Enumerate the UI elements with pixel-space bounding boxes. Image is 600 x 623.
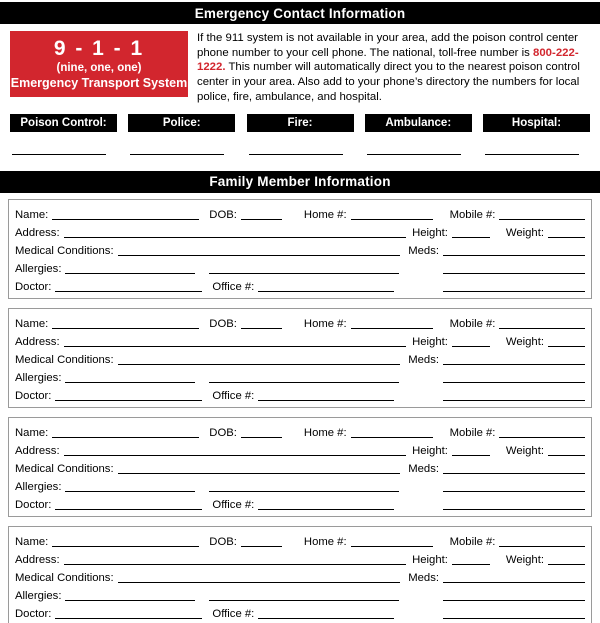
emergency-header-bar — [0, 2, 600, 24]
doctor-row — [15, 603, 585, 621]
weight-line — [548, 445, 585, 456]
emergency-contacts-row — [10, 114, 590, 155]
medical-conditions-line — [118, 463, 401, 474]
address-line — [64, 227, 407, 238]
name-label: Name: — [15, 317, 49, 330]
home-number-label: Home #: — [303, 535, 347, 548]
dob-line — [241, 318, 282, 329]
call-number-phonetic: (nine, one, one) — [56, 62, 142, 74]
medical-conditions-label: Medical Conditions: — [15, 353, 114, 366]
mobile-number-label: Mobile #: — [449, 208, 496, 221]
dob-line — [241, 427, 282, 438]
allergies-line-2 — [209, 372, 399, 383]
meds-line — [443, 463, 585, 474]
family-member-block — [8, 199, 592, 299]
call-box-caption: Emergency Transport System — [10, 76, 188, 90]
address-row — [15, 222, 585, 240]
home-number-line — [351, 209, 433, 220]
doctor-label: Doctor: — [15, 498, 52, 511]
medical-conditions-line — [118, 572, 401, 583]
medical-conditions-line — [118, 245, 401, 256]
home-number-line — [351, 427, 433, 438]
office-number-line — [258, 608, 394, 619]
poison-control-line — [12, 154, 106, 155]
mobile-number-line — [499, 536, 585, 547]
medical-row — [15, 458, 585, 476]
family-member-block — [8, 308, 592, 408]
address-label: Address: — [15, 335, 60, 348]
address-row — [15, 331, 585, 349]
office-number-label: Office #: — [212, 280, 255, 293]
office-number-line — [258, 390, 394, 401]
weight-line — [548, 554, 585, 565]
height-label: Height: — [412, 444, 448, 457]
meds-line-3 — [443, 390, 585, 401]
meds-line-2 — [443, 372, 585, 383]
office-number-line — [258, 499, 394, 510]
weight-label: Weight: — [505, 553, 544, 566]
weight-line — [548, 336, 585, 347]
allergies-row — [15, 585, 585, 603]
contact-police — [128, 114, 235, 155]
doctor-label: Doctor: — [15, 280, 52, 293]
contact-fire — [247, 114, 354, 155]
height-label: Height: — [412, 553, 448, 566]
allergies-line — [65, 263, 195, 274]
name-line — [52, 536, 199, 547]
meds-label: Meds: — [408, 462, 439, 475]
allergies-line-2 — [209, 263, 399, 274]
doctor-label: Doctor: — [15, 389, 52, 402]
dob-label: DOB: — [209, 535, 237, 548]
name-row — [15, 531, 585, 549]
dob-label: DOB: — [209, 426, 237, 439]
address-label: Address: — [15, 553, 60, 566]
name-row — [15, 204, 585, 222]
height-line — [452, 227, 490, 238]
height-line — [452, 336, 490, 347]
ambulance-line — [367, 154, 461, 155]
mobile-number-line — [499, 318, 585, 329]
family-member-block — [8, 526, 592, 623]
allergies-line-2 — [209, 481, 399, 492]
meds-line — [443, 245, 585, 256]
weight-label: Weight: — [505, 335, 544, 348]
family-header-title: Family Member Information — [209, 174, 391, 190]
poison-control-phone-number: 800-222-1222. — [197, 46, 579, 74]
home-number-label: Home #: — [303, 208, 347, 221]
medical-conditions-label: Medical Conditions: — [15, 571, 114, 584]
allergies-label: Allergies: — [15, 262, 62, 275]
instructions-text-before: If the 911 system is not available in your area, add the poison control center phone number to your cell phone. The national, toll-free number is — [197, 32, 578, 59]
allergies-label: Allergies: — [15, 371, 62, 384]
nine-one-one-box — [10, 31, 188, 97]
police-label: Police: — [128, 114, 235, 132]
family-member-block — [8, 417, 592, 517]
meds-line — [443, 354, 585, 365]
meds-line-3 — [443, 281, 585, 292]
doctor-row — [15, 494, 585, 512]
height-line — [452, 554, 490, 565]
meds-line-3 — [443, 608, 585, 619]
allergies-label: Allergies: — [15, 589, 62, 602]
weight-line — [548, 227, 585, 238]
doctor-line — [55, 499, 202, 510]
top-section — [10, 31, 590, 105]
dob-line — [241, 209, 282, 220]
allergies-row — [15, 258, 585, 276]
name-line — [52, 427, 199, 438]
family-member-blocks — [8, 199, 592, 623]
address-row — [15, 440, 585, 458]
name-row — [15, 422, 585, 440]
doctor-row — [15, 276, 585, 294]
address-label: Address: — [15, 444, 60, 457]
mobile-number-label: Mobile #: — [449, 535, 496, 548]
mobile-number-label: Mobile #: — [449, 317, 496, 330]
allergies-line — [65, 590, 195, 601]
mobile-number-label: Mobile #: — [449, 426, 496, 439]
meds-line-2 — [443, 590, 585, 601]
home-number-line — [351, 318, 433, 329]
call-number: 9 - 1 - 1 — [53, 37, 145, 60]
medical-conditions-label: Medical Conditions: — [15, 244, 114, 257]
allergies-row — [15, 367, 585, 385]
address-label: Address: — [15, 226, 60, 239]
meds-line — [443, 572, 585, 583]
office-number-label: Office #: — [212, 498, 255, 511]
family-header-bar — [0, 171, 600, 193]
allergies-line — [65, 481, 195, 492]
hospital-label: Hospital: — [483, 114, 590, 132]
home-number-label: Home #: — [303, 317, 347, 330]
fire-label: Fire: — [247, 114, 354, 132]
height-line — [452, 445, 490, 456]
name-label: Name: — [15, 208, 49, 221]
name-line — [52, 209, 199, 220]
meds-line-3 — [443, 499, 585, 510]
doctor-line — [55, 390, 202, 401]
contact-ambulance — [365, 114, 472, 155]
address-line — [64, 336, 407, 347]
contact-hospital — [483, 114, 590, 155]
poison-control-instructions — [188, 31, 590, 105]
mobile-number-line — [499, 209, 585, 220]
address-line — [64, 554, 407, 565]
height-label: Height: — [412, 335, 448, 348]
home-number-line — [351, 536, 433, 547]
name-row — [15, 313, 585, 331]
contact-poison-control — [10, 114, 117, 155]
address-line — [64, 445, 407, 456]
medical-conditions-label: Medical Conditions: — [15, 462, 114, 475]
meds-label: Meds: — [408, 353, 439, 366]
dob-line — [241, 536, 282, 547]
allergies-line-2 — [209, 590, 399, 601]
ambulance-label: Ambulance: — [365, 114, 472, 132]
dob-label: DOB: — [209, 208, 237, 221]
medical-row — [15, 349, 585, 367]
meds-line-2 — [443, 263, 585, 274]
emergency-header-title: Emergency Contact Information — [194, 5, 406, 21]
medical-row — [15, 567, 585, 585]
medical-row — [15, 240, 585, 258]
office-number-label: Office #: — [212, 389, 255, 402]
meds-label: Meds: — [408, 244, 439, 257]
name-label: Name: — [15, 426, 49, 439]
weight-label: Weight: — [505, 444, 544, 457]
name-line — [52, 318, 199, 329]
weight-label: Weight: — [505, 226, 544, 239]
doctor-label: Doctor: — [15, 607, 52, 620]
height-label: Height: — [412, 226, 448, 239]
name-label: Name: — [15, 535, 49, 548]
allergies-row — [15, 476, 585, 494]
doctor-line — [55, 281, 202, 292]
doctor-line — [55, 608, 202, 619]
meds-line-2 — [443, 481, 585, 492]
medical-conditions-line — [118, 354, 401, 365]
mobile-number-line — [499, 427, 585, 438]
office-number-line — [258, 281, 394, 292]
allergies-line — [65, 372, 195, 383]
allergies-label: Allergies: — [15, 480, 62, 493]
fire-line — [249, 154, 343, 155]
address-row — [15, 549, 585, 567]
doctor-row — [15, 385, 585, 403]
home-number-label: Home #: — [303, 426, 347, 439]
police-line — [130, 154, 224, 155]
office-number-label: Office #: — [212, 607, 255, 620]
instructions-text-after: This number will automatically direct you to the nearest poison control center in your area. Also add to your phone’s directory the numbers for local police, fire, ambulance, and hospital. — [197, 61, 580, 103]
hospital-line — [485, 154, 579, 155]
poison-control-label: Poison Control: — [10, 114, 117, 132]
meds-label: Meds: — [408, 571, 439, 584]
dob-label: DOB: — [209, 317, 237, 330]
